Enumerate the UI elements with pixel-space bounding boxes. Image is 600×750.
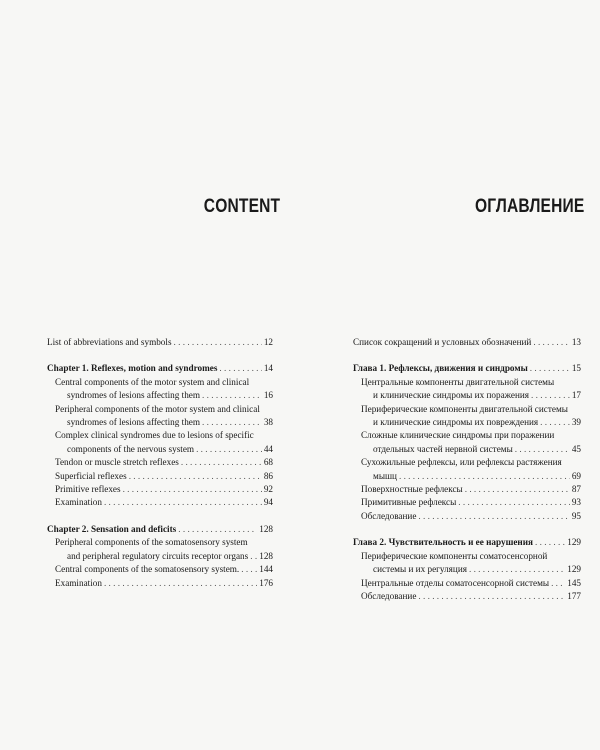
- toc-entry-title: и клинические синдромы их повреждения: [373, 417, 539, 428]
- toc-chapter[interactable]: [353, 362, 581, 375]
- leader-dots: [196, 443, 262, 456]
- leader-dots: [178, 523, 257, 536]
- leader-dots: [250, 550, 257, 563]
- table-of-contents: [47, 336, 273, 590]
- table-of-contents: [353, 336, 581, 603]
- toc-entry-line: [361, 389, 581, 402]
- toc-entry[interactable]: [353, 376, 581, 403]
- toc-entry-title: Периферические компоненты соматосенсорной: [361, 550, 548, 561]
- toc-entry-title: Обследование: [361, 590, 417, 601]
- toc-entry-title: List of abbreviations and symbols: [47, 337, 172, 347]
- toc-entry-title: Поверхностные рефлексы: [361, 484, 463, 495]
- toc-chapter-title: Глава 1. Рефлексы, движения и синдромы: [353, 363, 528, 374]
- toc-page-number: 16: [263, 390, 273, 401]
- leader-dots: [181, 456, 262, 469]
- leader-dots: [531, 389, 570, 402]
- toc-entry-title: Сухожильные рефлексы, или рефлексы растяжения: [361, 457, 562, 468]
- leader-dots: [515, 443, 570, 456]
- toc-page-number: 69: [571, 470, 581, 481]
- toc-entry-line: [361, 416, 581, 429]
- toc-entry-line: [361, 563, 581, 576]
- toc-entry[interactable]: [353, 403, 581, 430]
- toc-entry-title: syndromes of lesions affecting them: [67, 390, 201, 401]
- toc-entry-line: [55, 416, 273, 429]
- toc-entry[interactable]: [47, 496, 273, 509]
- leader-dots: [540, 416, 570, 429]
- leader-dots: [535, 536, 565, 549]
- leader-dots: [533, 336, 569, 349]
- toc-page-number: 13: [571, 337, 581, 347]
- toc-entry-title: Примитивные рефлексы: [361, 497, 457, 508]
- leader-dots: [104, 577, 257, 590]
- toc-page-number: 177: [567, 590, 581, 601]
- toc-entry-line: [361, 470, 581, 483]
- toc-entry[interactable]: [353, 590, 581, 603]
- toc-chapter[interactable]: [47, 362, 273, 375]
- toc-entry-title: Центральные отделы соматосенсорной системы: [361, 577, 550, 588]
- toc-page-number: 15: [571, 363, 581, 374]
- toc-entry-line: [55, 550, 273, 563]
- toc-page-number: 39: [571, 417, 581, 428]
- toc-page-number: 145: [567, 577, 581, 588]
- toc-entry[interactable]: [353, 429, 581, 456]
- leader-dots: [458, 496, 570, 509]
- toc-entry-title: Complex clinical syndromes due to lesions of specific: [55, 430, 254, 441]
- toc-chapter[interactable]: [353, 536, 581, 549]
- leader-dots: [418, 510, 569, 523]
- toc-entry[interactable]: [47, 429, 273, 456]
- toc-entry-title: Сложные клинические синдромы при поражении: [361, 430, 555, 441]
- toc-page-number: 92: [263, 484, 273, 495]
- toc-entry-title: Peripheral components of the somatosensory system: [55, 537, 248, 548]
- toc-page-number: 176: [259, 577, 273, 588]
- toc-entry-title: Superficial reflexes: [55, 470, 127, 481]
- leader-dots: [202, 389, 262, 402]
- toc-chapter-title: Chapter 2. Sensation and deficits: [47, 523, 177, 534]
- toc-entry-title: syndromes of lesions affecting them: [67, 417, 201, 428]
- toc-page-number: 45: [571, 443, 581, 454]
- toc-entry-title: Central components of the somatosensory system.: [55, 564, 240, 575]
- toc-entry[interactable]: [47, 470, 273, 483]
- toc-page-number: 14: [263, 363, 273, 374]
- toc-page-number: 93: [571, 497, 581, 508]
- toc-entry-title: Central components of the motor system and clinical: [55, 376, 250, 387]
- leader-dots: [123, 483, 262, 496]
- toc-entry[interactable]: [47, 563, 273, 576]
- leader-dots: [174, 336, 262, 349]
- toc-entry-title: and peripheral regulatory circuits receptor organs: [67, 550, 249, 561]
- toc-page-number: 38: [263, 417, 273, 428]
- toc-entry-title: Examination: [55, 497, 102, 508]
- leader-dots: [530, 362, 570, 375]
- page-title: ОГЛАВЛЕНИЕ: [474, 196, 584, 217]
- toc-entry-title: отдельных частей нервной системы: [373, 443, 513, 454]
- toc-entry-title: Tendon or muscle stretch reflexes: [55, 457, 179, 468]
- toc-page-number: 128: [259, 550, 273, 561]
- leader-dots: [104, 496, 262, 509]
- toc-entry-title: мышц: [373, 470, 397, 481]
- toc-page-number: 86: [263, 470, 273, 481]
- toc-entry[interactable]: [353, 483, 581, 496]
- toc-entry[interactable]: [47, 336, 273, 349]
- toc-entry[interactable]: [47, 483, 273, 496]
- toc-page-number: 129: [567, 564, 581, 575]
- toc-page-number: 17: [571, 390, 581, 401]
- page-title: CONTENT: [203, 196, 280, 217]
- toc-page-number: 87: [571, 484, 581, 495]
- toc-page-number: 44: [263, 443, 273, 454]
- toc-chapter-title: Глава 2. Чувствительность и ее нарушения: [353, 537, 533, 548]
- leader-dots: [129, 470, 262, 483]
- toc-entry[interactable]: [353, 456, 581, 483]
- toc-chapter-title: Chapter 1. Reflexes, motion and syndromes: [47, 363, 218, 374]
- toc-entry-title: components of the nervous system: [67, 443, 195, 454]
- leader-dots: [241, 563, 257, 576]
- leader-dots: [418, 590, 565, 603]
- toc-entry-title: Периферические компоненты двигательной системы: [361, 403, 568, 414]
- toc-page-number: 12: [263, 337, 273, 347]
- toc-page-number: 128: [259, 523, 273, 534]
- toc-entry[interactable]: [353, 496, 581, 509]
- toc-entry[interactable]: [353, 336, 581, 349]
- toc-entry-title: Центральные компоненты двигательной системы: [361, 376, 555, 387]
- leader-dots: [399, 470, 570, 483]
- toc-page-number: 144: [259, 564, 273, 575]
- leader-dots: [551, 577, 565, 590]
- toc-entry[interactable]: [353, 577, 581, 590]
- toc-entry-line: [361, 443, 581, 456]
- toc-entry[interactable]: [47, 403, 273, 430]
- toc-entry-title: Список сокращений и условных обозначений: [353, 337, 532, 347]
- toc-page-number: 68: [263, 457, 273, 468]
- toc-entry[interactable]: [47, 536, 273, 563]
- toc-entry-title: системы и их регуляция: [373, 564, 467, 575]
- toc-entry[interactable]: [353, 550, 581, 577]
- toc-page-number: 95: [571, 510, 581, 521]
- toc-entry[interactable]: [47, 456, 273, 469]
- right-page: [300, 0, 600, 750]
- toc-entry-line: [55, 443, 273, 456]
- toc-page-number: 94: [263, 497, 273, 508]
- toc-entry-title: Peripheral components of the motor system and clinical: [55, 403, 260, 414]
- toc-entry[interactable]: [47, 376, 273, 403]
- toc-entry-title: Обследование: [361, 510, 417, 521]
- toc-chapter[interactable]: [47, 523, 273, 536]
- leader-dots: [202, 416, 262, 429]
- toc-entry[interactable]: [47, 577, 273, 590]
- leader-dots: [219, 362, 261, 375]
- toc-entry-line: [55, 389, 273, 402]
- leader-dots: [465, 483, 570, 496]
- toc-page-number: 129: [567, 537, 581, 548]
- leader-dots: [469, 563, 565, 576]
- toc-entry-title: и клинические синдромы их поражения: [373, 390, 530, 401]
- toc-entry[interactable]: [353, 510, 581, 523]
- toc-entry-title: Primitive reflexes: [55, 484, 121, 495]
- toc-entry-title: Examination: [55, 577, 102, 588]
